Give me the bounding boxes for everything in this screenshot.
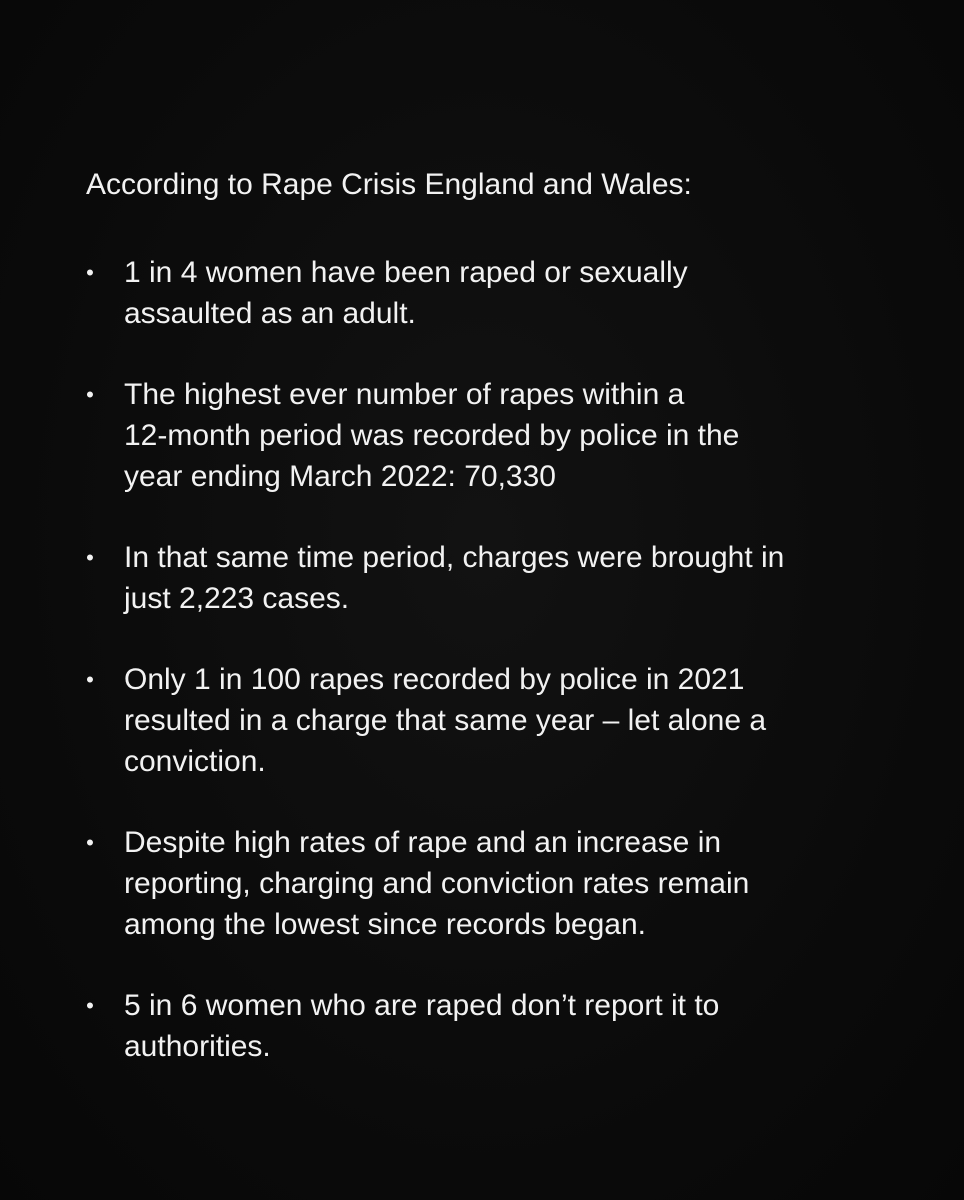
bullet-icon: • [86,382,94,407]
fact-line: just 2,223 cases. [124,582,350,615]
fact-item [80,537,880,619]
fact-line: reporting, charging and conviction rates remain [124,867,750,900]
bullet-icon: • [86,545,94,570]
fact-line: Only 1 in 100 rapes recorded by police in 2021 [124,663,745,696]
facts-list [80,252,880,1107]
bullet-icon: • [86,260,94,285]
fact-line: among the lowest since records began. [124,908,646,941]
bullet-icon: • [86,993,94,1018]
fact-line: resulted in a charge that same year – let alone a [124,704,767,737]
fact-line: Despite high rates of rape and an increase in [124,826,722,859]
bullet-icon: • [86,830,94,855]
fact-line: 12-month period was recorded by police in the [124,419,740,452]
fact-line: The highest ever number of rapes within a [124,378,685,411]
fact-line: In that same time period, charges were brought in [124,541,785,574]
fact-item [80,374,880,497]
fact-line: authorities. [124,1030,271,1063]
fact-item [80,985,880,1067]
bullet-icon: • [86,667,94,692]
fact-item [80,822,880,945]
intro-heading: According to Rape Crisis England and Wales: [86,168,692,201]
fact-item [80,659,880,782]
fact-line: 5 in 6 women who are raped don’t report it to [124,989,720,1022]
fact-line: year ending March 2022: 70,330 [124,460,556,493]
fact-line: conviction. [124,745,266,778]
fact-line: assaulted as an adult. [124,297,416,330]
fact-item [80,252,880,334]
fact-line: 1 in 4 women have been raped or sexually [124,256,688,289]
